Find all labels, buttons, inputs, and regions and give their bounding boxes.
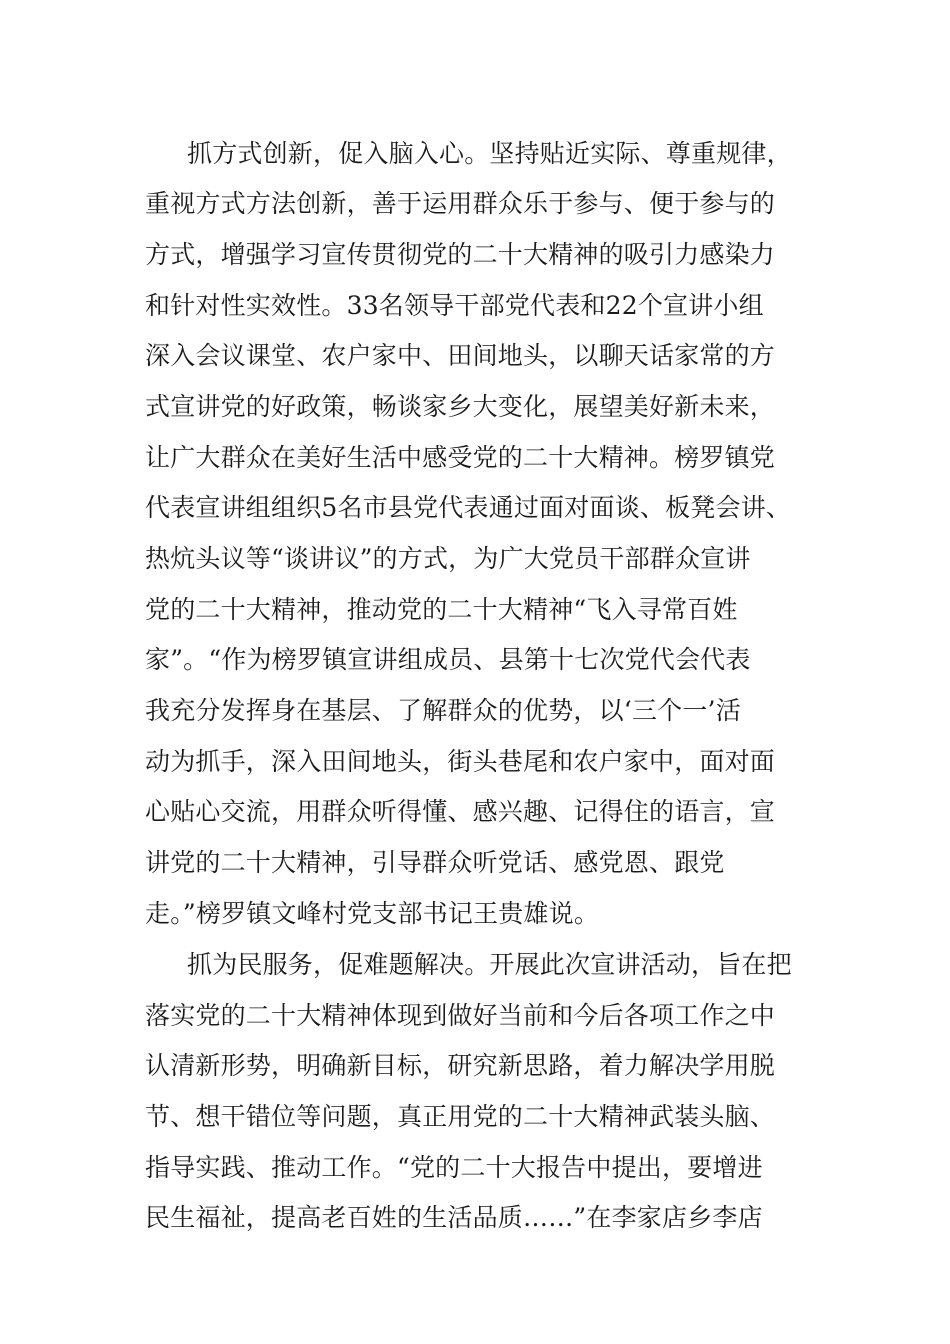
- paragraph-1-line-11: 家”。“作为榜罗镇宣讲组成员、县第十七次党代会代表: [145, 645, 751, 674]
- paragraph-2-line-4: 节、想干错位等问题，真正用党的二十大精神武装头脑、: [145, 1102, 776, 1131]
- paragraph-2-line-5: 指导实践、推动工作。“党的二十大报告中提出，要增进: [145, 1153, 763, 1182]
- paragraph-1-line-14: 心贴心交流，用群众听得懂、感兴趣、记得住的语言，宣: [145, 797, 776, 826]
- paragraph-1-line-15: 讲党的二十大精神，引导群众听党话、感党恩、跟党: [145, 848, 725, 877]
- paragraph-2-line-1: 抓为民服务，促难题解决。开展此次宣讲活动，旨在把: [187, 950, 792, 979]
- paragraph-1-line-7: 让广大群众在美好生活中感受党的二十大精神。榜罗镇党: [145, 443, 776, 472]
- paragraph-1-line-13: 动为抓手，深入田间地头，街头巷尾和农户家中，面对面: [145, 747, 776, 776]
- paragraph-1-line-3: 方式，增强学习宣传贯彻党的二十大精神的吸引力感染力: [145, 240, 776, 269]
- paragraph-1-line-8: 代表宣讲组组织5名市县党代表通过面对面谈、板凳会讲、: [145, 493, 792, 522]
- paragraph-2-line-3: 认清新形势，明确新目标，研究新思路，着力解决学用脱: [145, 1051, 776, 1080]
- paragraph-1-line-6: 式宣讲党的好政策，畅谈家乡大变化，展望美好新未来，: [145, 392, 776, 421]
- paragraph-1-line-2: 重视方式方法创新，善于运用群众乐于参与、便于参与的: [145, 189, 776, 218]
- paragraph-1-line-1: 抓方式创新，促入脑入心。坚持贴近实际、尊重规律，: [187, 139, 792, 168]
- paragraph-1-line-9: 热炕头议等“谈讲议”的方式，为广大党员干部群众宣讲: [145, 544, 751, 573]
- paragraph-1-line-5: 深入会议课堂、农户家中、田间地头，以聊天话家常的方: [145, 341, 776, 370]
- paragraph-1-line-4: 和针对性实效性。33名领导干部党代表和22个宣讲小组: [145, 291, 764, 320]
- paragraph-2-line-6: 民生福祉，提高老百姓的生活品质……”在李家店乡李店: [145, 1203, 763, 1232]
- paragraph-1-line-16: 走。”榜罗镇文峰村党支部书记王贵雄说。: [145, 899, 600, 928]
- paragraph-1-line-10: 党的二十大精神，推动党的二十大精神“飞入寻常百姓: [145, 595, 738, 624]
- paragraph-2-line-2: 落实党的二十大精神体现到做好当前和今后各项工作之中: [145, 1001, 776, 1030]
- paragraph-1-line-12: 我充分发挥身在基层、了解群众的优势，以‘三个一’活: [145, 696, 741, 725]
